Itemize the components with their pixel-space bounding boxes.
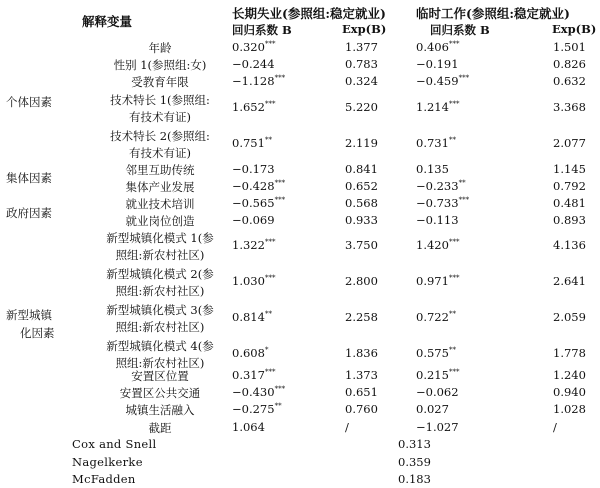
significance-marker: ***: [264, 368, 276, 377]
significance-marker: ***: [274, 74, 286, 83]
row-label: 邻里互助传统: [125, 163, 195, 177]
exp-value-1: 0.933: [345, 213, 378, 227]
coef-value-1: [232, 346, 268, 360]
coef-value: 1.030: [232, 274, 265, 288]
row-label: 有技术有证): [129, 110, 191, 124]
coef-value: −1.027: [416, 420, 459, 434]
significance-marker: ***: [264, 238, 276, 247]
coef-value-2: [416, 420, 459, 434]
coef-value: −0.069: [232, 213, 275, 227]
coef-header-2: 回归系数 B: [430, 23, 490, 37]
coef-value: −0.173: [232, 162, 275, 176]
coef-value: 0.575: [416, 346, 449, 360]
row-label: 就业技术培训: [125, 197, 195, 211]
row-label: 安置区公共交通: [119, 386, 201, 400]
significance-marker: ***: [274, 179, 286, 188]
exp-header-1: Exp(B): [342, 22, 387, 36]
coef-value: 1.652: [232, 100, 265, 114]
category-collective: 集体因素: [6, 171, 52, 185]
exp-value-1: 1.836: [345, 346, 378, 360]
coef-value-2: [416, 368, 459, 382]
coef-value: −0.459: [416, 74, 459, 88]
exp-header-2: Exp(B): [552, 22, 597, 36]
coef-value-2: [416, 162, 449, 176]
coef-value: 0.971: [416, 274, 449, 288]
coef-value-2: [416, 57, 459, 71]
coef-value-2: [416, 40, 459, 54]
exp-value-2: 1.240: [553, 368, 586, 382]
exp-value-1: 3.750: [345, 238, 378, 252]
row-label: 技术特长 2(参照组:: [110, 129, 210, 143]
significance-marker: ***: [448, 40, 460, 49]
coef-value: −0.062: [416, 385, 459, 399]
significance-marker: ***: [448, 100, 460, 109]
row-label: 技术特长 1(参照组:: [110, 93, 210, 107]
coef-value-2: [416, 402, 449, 416]
category-government: 政府因素: [6, 206, 52, 220]
significance-marker: ***: [458, 74, 470, 83]
exp-value-2: 0.792: [553, 179, 586, 193]
exp-value-2: 1.028: [553, 402, 586, 416]
significance-marker: ***: [448, 368, 460, 377]
exp-value-1: 0.568: [345, 196, 378, 210]
row-label: 新型城镇化模式 4(参: [106, 339, 214, 353]
significance-marker: *: [264, 346, 269, 355]
coef-value-1: [232, 420, 265, 434]
coef-value-1: [232, 57, 275, 71]
significance-marker: ***: [448, 238, 460, 247]
coef-value: 0.215: [416, 368, 449, 382]
stat-value: 0.183: [398, 472, 431, 486]
coef-value: 0.317: [232, 368, 265, 382]
coef-value-1: [232, 213, 275, 227]
coef-value: −1.128: [232, 74, 275, 88]
exp-value-1: 5.220: [345, 100, 378, 114]
coef-value-2: [416, 238, 459, 252]
category-urbanization-line2: 化因素: [20, 326, 55, 340]
coef-value: 0.722: [416, 310, 449, 324]
coef-value: −0.430: [232, 385, 275, 399]
coef-value: 1.064: [232, 420, 265, 434]
coef-value-2: [416, 274, 459, 288]
exp-value-2: 3.368: [553, 100, 586, 114]
coef-value-1: [232, 402, 282, 416]
row-label: 性别 1(参照组:女): [113, 58, 207, 72]
significance-marker: **: [448, 346, 456, 355]
exp-value-1: 2.119: [345, 136, 378, 150]
row-label: 受教育年限: [131, 75, 189, 89]
coef-value: 0.320: [232, 40, 265, 54]
coef-value: 1.420: [416, 238, 449, 252]
exp-value-2: 1.778: [553, 346, 586, 360]
row-label: 安置区位置: [131, 369, 189, 383]
row-label: 截距: [148, 421, 172, 435]
exp-value-2: 2.641: [553, 274, 586, 288]
exp-value-1: 0.652: [345, 179, 378, 193]
temporary-work-header: 临时工作(参照组:稳定就业): [416, 6, 570, 21]
significance-marker: ***: [274, 385, 286, 394]
exp-value-2: 1.501: [553, 40, 586, 54]
coef-value: 1.322: [232, 238, 265, 252]
row-label: 有技术有证): [129, 146, 191, 160]
stat-label: Cox and Snell: [72, 437, 157, 451]
exp-value-1: 1.377: [345, 40, 378, 54]
coef-value-1: [232, 74, 285, 88]
coef-value: 0.135: [416, 162, 449, 176]
row-label: 照组:新农村社区): [115, 284, 205, 298]
significance-marker: **: [448, 136, 456, 145]
category-individual: 个体因素: [6, 95, 52, 109]
exp-value-1: /: [345, 420, 349, 434]
significance-marker: ***: [448, 274, 460, 283]
coef-value: 0.608: [232, 346, 265, 360]
significance-marker: **: [458, 179, 466, 188]
significance-marker: **: [264, 310, 272, 319]
row-label: 年龄: [148, 41, 172, 55]
coef-value-1: [232, 40, 275, 54]
coef-value-1: [232, 136, 272, 150]
significance-marker: ***: [458, 196, 470, 205]
exp-value-1: 0.324: [345, 74, 378, 88]
exp-value-1: 0.651: [345, 385, 378, 399]
coef-value: −0.233: [416, 179, 459, 193]
row-label: 照组:新农村社区): [115, 356, 205, 370]
stat-value: 0.313: [398, 437, 431, 451]
coef-value-2: [416, 213, 459, 227]
coef-value: 0.751: [232, 136, 265, 150]
category-urbanization-line1: 新型城镇: [6, 308, 52, 322]
exp-value-2: 0.940: [553, 385, 586, 399]
coef-value-2: [416, 74, 469, 88]
significance-marker: ***: [264, 40, 276, 49]
row-label: 新型城镇化模式 1(参: [106, 231, 214, 245]
row-label: 新型城镇化模式 3(参: [106, 303, 214, 317]
coef-value-1: [232, 385, 285, 399]
coef-value-1: [232, 162, 275, 176]
coef-value: 0.814: [232, 310, 265, 324]
stat-label: McFadden: [72, 472, 136, 486]
coef-value-1: [232, 274, 275, 288]
coef-value: 0.406: [416, 40, 449, 54]
significance-marker: ***: [264, 100, 276, 109]
coef-value-1: [232, 100, 275, 114]
coef-value: −0.275: [232, 402, 275, 416]
coef-value: −0.733: [416, 196, 459, 210]
stat-label: Nagelkerke: [72, 455, 143, 469]
exp-value-2: 0.826: [553, 57, 586, 71]
exp-value-2: 0.632: [553, 74, 586, 88]
exp-value-1: 0.783: [345, 57, 378, 71]
exp-value-1: 2.258: [345, 310, 378, 324]
coef-value-1: [232, 368, 275, 382]
coef-value-1: [232, 310, 272, 324]
coef-value-1: [232, 179, 285, 193]
exp-value-1: 2.800: [345, 274, 378, 288]
row-label: 照组:新农村社区): [115, 248, 205, 262]
coef-value-2: [416, 310, 456, 324]
coef-value-2: [416, 136, 456, 150]
exp-value-1: 1.373: [345, 368, 378, 382]
exp-value-2: 0.481: [553, 196, 586, 210]
coef-value-2: [416, 385, 459, 399]
coef-value: −0.244: [232, 57, 275, 71]
variable-column-header: 解释变量: [82, 14, 133, 29]
exp-value-2: 2.077: [553, 136, 586, 150]
stat-value: 0.359: [398, 455, 431, 469]
long-term-unemployment-header: 长期失业(参照组:稳定就业): [232, 6, 386, 21]
coef-value: −0.428: [232, 179, 275, 193]
coef-value: −0.113: [416, 213, 459, 227]
coef-value: −0.565: [232, 196, 275, 210]
row-label: 就业岗位创造: [125, 214, 195, 228]
coef-value-2: [416, 346, 456, 360]
coef-value: 1.214: [416, 100, 449, 114]
coef-value: −0.191: [416, 57, 459, 71]
significance-marker: ***: [264, 274, 276, 283]
coef-header-1: 回归系数 B: [232, 23, 292, 37]
row-label: 照组:新农村社区): [115, 320, 205, 334]
exp-value-2: /: [553, 420, 557, 434]
exp-value-1: 0.841: [345, 162, 378, 176]
significance-marker: ***: [274, 196, 286, 205]
coef-value: 0.027: [416, 402, 449, 416]
coef-value-1: [232, 196, 285, 210]
exp-value-1: 0.760: [345, 402, 378, 416]
exp-value-2: 0.893: [553, 213, 586, 227]
significance-marker: **: [448, 310, 456, 319]
row-label: 城镇生活融入: [125, 403, 195, 417]
exp-value-2: 1.145: [553, 162, 586, 176]
coef-value-2: [416, 179, 466, 193]
significance-marker: **: [264, 136, 272, 145]
coef-value-2: [416, 100, 459, 114]
coef-value: 0.731: [416, 136, 449, 150]
coef-value-2: [416, 196, 469, 210]
coef-value-1: [232, 238, 275, 252]
significance-marker: **: [274, 402, 282, 411]
exp-value-2: 2.059: [553, 310, 586, 324]
row-label: 集体产业发展: [125, 180, 195, 194]
exp-value-2: 4.136: [553, 238, 586, 252]
row-label: 新型城镇化模式 2(参: [106, 267, 214, 281]
